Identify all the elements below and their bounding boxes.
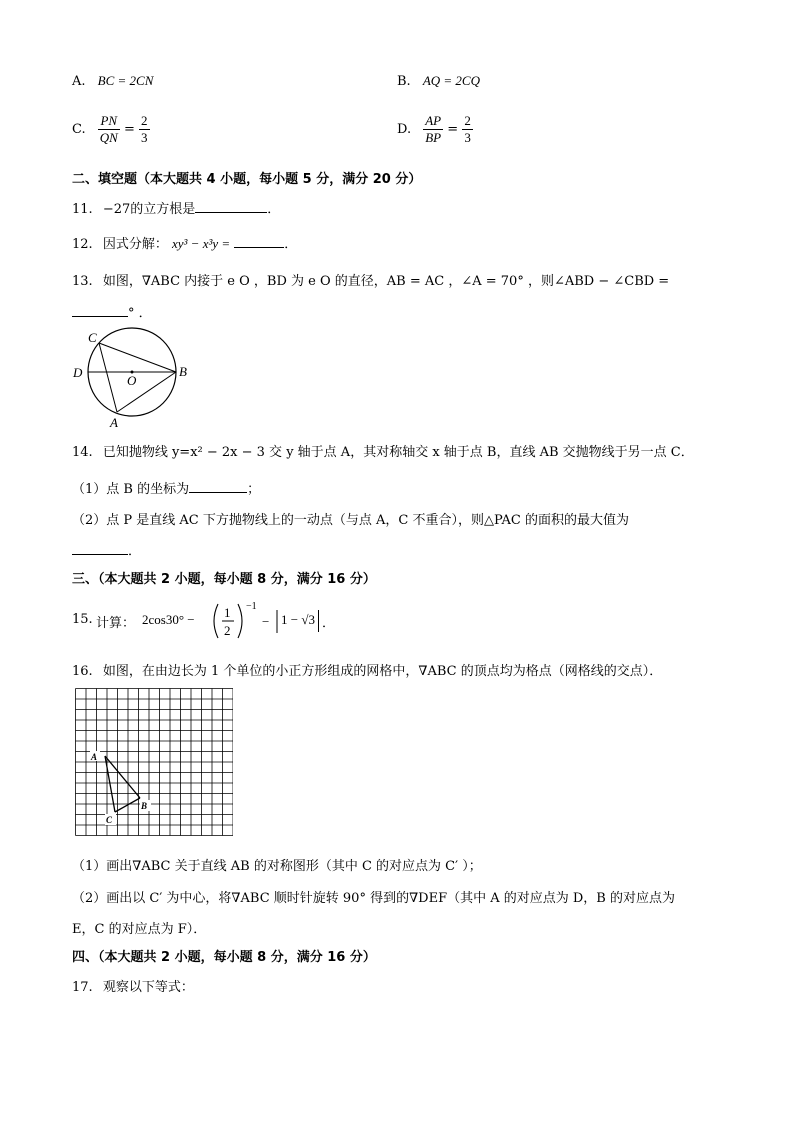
section-3-heading: 三、（本大题共 2 小题，每小题 8 分，满分 16 分） [72,572,376,587]
grid-figure [75,688,233,840]
question-15-abs-content: 1 − √3 [281,612,315,627]
option-b [397,73,480,89]
abs-bar-right [318,610,319,632]
question-13-blank [72,305,128,317]
option-b-expr: AQ = 2CQ [422,73,480,88]
question-15-tail: ． [322,616,336,631]
option-b-label: B. [397,74,411,89]
grid-label-b: B [141,801,148,811]
label-a: A [110,415,118,430]
question-13-text: 如图，∇ABC 内接于 e O ，BD 为 e O 的直径，AB = AC ，∠A = 70° ，则∠ABD − ∠CBD = [102,274,670,289]
circle-figure [70,326,200,430]
question-15-number: 15. [72,612,93,627]
option-d-ratio-den: 3 [464,130,471,145]
question-14-part2-line2 [72,540,141,559]
chord-ca [99,343,117,412]
question-11-blank [195,201,267,213]
question-13-tail: ° ． [128,306,152,321]
question-16-part2-text: （2）画出以 C′ 为中心，将∇ABC 顺时针旋转 90° 得到的∇DEF（其中 A 的对应点为 D，B 的对应点为 [72,891,675,906]
option-d-fraction [423,113,443,146]
question-17-text: 观察以下等式： [102,980,194,995]
question-14-part1 [72,478,260,497]
option-d-denominator: BP [425,130,442,145]
question-15-frac-den: 2 [224,623,231,638]
question-14-text: 已知抛物线 y=x² − 2x − 3 交 y 轴于点 A，其对称轴交 x 轴于点 B，直线 AB 交抛物线于另一点 C． [102,445,694,460]
option-c-ratio-num: 2 [141,113,148,128]
question-17-number: 17. [72,980,93,995]
question-16-part2-text2: E，C 的对应点为 F）． [72,922,207,937]
right-paren-icon [238,604,242,638]
option-c-label: C. [72,122,86,137]
option-c-denominator: QN [99,130,118,145]
chord-ab [117,372,176,412]
option-c [72,113,150,146]
question-15-minus: − [262,614,270,629]
label-b: B [179,364,187,379]
segment-cb [115,798,140,812]
question-12-expr: xy³ − x³y = [171,236,231,251]
question-12 [72,233,297,252]
question-15-frac-num: 1 [224,605,231,620]
label-c: C [88,330,97,345]
question-12-text: 因式分解： [102,237,168,252]
option-d-label: D. [397,122,412,137]
option-d-equals: = [447,122,459,137]
question-16-part1-text: （1）画出∇ABC 关于直线 AB 的对称图形（其中 C 的对应点为 C′ ）； [72,859,482,874]
question-12-tail: ． [284,237,298,252]
option-c-ratio-den: 3 [141,130,148,145]
question-14 [72,441,694,460]
question-15-expr-a: 2cos30° − [142,612,195,627]
question-14-part1-blank [189,481,247,493]
grid-lines [76,689,234,836]
question-15-label: 计算： [96,616,136,631]
question-12-number: 12. [72,237,93,252]
left-paren-icon [214,604,218,638]
section-2-heading: 二、填空题（本大题共 4 小题，每小题 5 分，满分 20 分） [72,172,422,187]
option-d-ratio-num: 2 [464,113,471,128]
option-a-expr: BC = 2CN [97,73,154,88]
grid-label-c: C [106,815,113,825]
question-12-blank [234,236,284,248]
question-16-number: 16. [72,664,93,679]
chord-cb [99,343,176,372]
question-14-part2 [72,509,629,528]
question-16-text: 如图，在由边长为 1 个单位的小正方形组成的网格中，∇ABC 的顶点均为格点（网格线的交点）． [102,664,663,679]
question-11-tail: ． [267,202,281,217]
option-c-numerator: PN [98,113,120,130]
question-11-number: 11. [72,202,93,217]
question-16-part1 [72,855,482,874]
option-c-equals: = [123,122,135,137]
option-d-numerator: AP [425,113,442,128]
option-d [397,113,473,146]
option-a-label: A. [72,74,86,89]
option-c-fraction [98,113,120,146]
question-17 [72,976,194,995]
option-c-ratio [139,113,150,146]
question-15-exponent: −1 [246,601,257,612]
question-16-part2 [72,887,675,906]
question-14-part1-tail: ； [247,482,261,497]
option-d-ratio [462,113,473,146]
question-13-line2 [72,302,152,321]
question-14-number: 14. [72,445,93,460]
section-4-heading: 四、（本大题共 2 小题，每小题 8 分，满分 16 分） [72,950,376,965]
question-11 [72,198,280,217]
question-13-number: 13. [72,274,93,289]
grid-label-a: A [91,752,98,762]
question-13 [72,270,669,289]
question-16-part2-line2 [72,918,206,937]
question-16 [72,660,662,679]
option-a [72,73,153,89]
question-14-part1-text: （1）点 B 的坐标为 [72,482,190,497]
question-11-text: −27的立方根是 [102,202,196,217]
label-o: O [127,373,137,388]
question-14-part2-text: （2）点 P 是直线 AC 下方抛物线上的一动点（与点 A，C 不重合），则△PAC 的面积的最大值为 [72,513,630,528]
segment-ac [105,756,115,812]
label-d: D [73,365,83,380]
question-14-part2-tail: ． [128,544,142,559]
question-14-part2-blank [72,543,128,555]
